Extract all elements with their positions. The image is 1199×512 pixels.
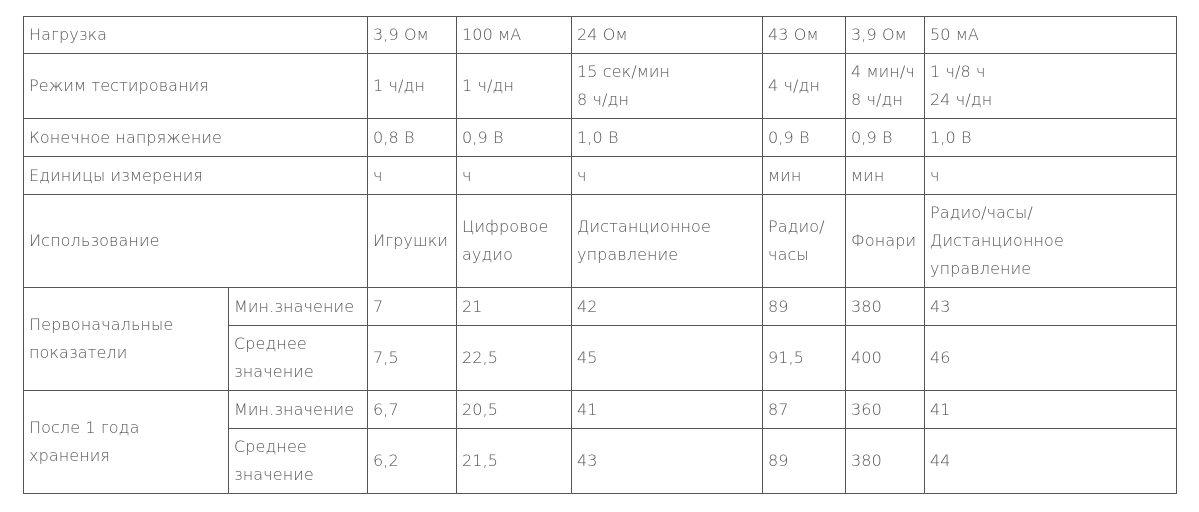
table-cell: 42 (572, 288, 763, 326)
battery-spec-table (23, 16, 1177, 494)
table-cell: 50 мА (925, 17, 1177, 54)
row-label-end-voltage: Конечное напряжение (24, 119, 368, 157)
group-label-initial: Первоначальные показатели (24, 288, 229, 391)
sub-label-min: Мин.значение (229, 391, 368, 429)
table-cell: 41 (925, 391, 1177, 429)
table-cell: Радио/ часы (763, 195, 846, 288)
table-row-load (24, 17, 1177, 54)
row-label-load: Нагрузка (24, 17, 368, 54)
table-cell: 44 (925, 429, 1177, 494)
table-cell: Цифровое аудио (457, 195, 572, 288)
row-label-units: Единицы измерения (24, 157, 368, 195)
table-cell: 3,9 Ом (846, 17, 925, 54)
table-cell: 0,9 В (846, 119, 925, 157)
table-cell: 89 (763, 429, 846, 494)
table-cell: 22,5 (457, 326, 572, 391)
row-label-test-mode: Режим тестирования (24, 54, 368, 119)
table-row-test-mode (24, 54, 1177, 119)
table-cell: 6,2 (368, 429, 457, 494)
table-cell: 6,7 (368, 391, 457, 429)
table-cell: 24 Ом (572, 17, 763, 54)
table-cell: 43 (572, 429, 763, 494)
sub-label-avg: Среднее значение (229, 429, 368, 494)
table-cell: 89 (763, 288, 846, 326)
table-cell: 4 ч/дн (763, 54, 846, 119)
table-cell: 1 ч/дн (457, 54, 572, 119)
table-row-initial-min (24, 288, 1177, 326)
table-cell: 1 ч/дн (368, 54, 457, 119)
table-row-usage (24, 195, 1177, 288)
table-cell: 100 мА (457, 17, 572, 54)
table-row-after-storage-min (24, 391, 1177, 429)
table-cell: ч (368, 157, 457, 195)
table-cell: 400 (846, 326, 925, 391)
table-cell: Радио/часы/ Дистанционное управление (925, 195, 1177, 288)
table-cell: 91,5 (763, 326, 846, 391)
table-cell: 45 (572, 326, 763, 391)
table-cell: 87 (763, 391, 846, 429)
table-cell: 1,0 В (572, 119, 763, 157)
table-cell: 43 (925, 288, 1177, 326)
sub-label-min: Мин.значение (229, 288, 368, 326)
table-cell: мин (763, 157, 846, 195)
row-label-usage: Использование (24, 195, 368, 288)
table-cell: 1,0 В (925, 119, 1177, 157)
table-cell: ч (572, 157, 763, 195)
table-cell: 15 сек/мин 8 ч/дн (572, 54, 763, 119)
table-cell: 43 Ом (763, 17, 846, 54)
table-cell: 41 (572, 391, 763, 429)
table-cell: Фонари (846, 195, 925, 288)
table-cell: 21,5 (457, 429, 572, 494)
group-label-after-storage: После 1 года хранения (24, 391, 229, 494)
table-cell: 46 (925, 326, 1177, 391)
table-cell: 1 ч/8 ч 24 ч/дн (925, 54, 1177, 119)
table-cell: 21 (457, 288, 572, 326)
table-cell: 4 мин/ч 8 ч/дн (846, 54, 925, 119)
table-cell: 20,5 (457, 391, 572, 429)
table-cell: 0,8 В (368, 119, 457, 157)
table-cell: 7,5 (368, 326, 457, 391)
table-cell: 3,9 Ом (368, 17, 457, 54)
table-cell: 380 (846, 288, 925, 326)
table-row-units (24, 157, 1177, 195)
sub-label-avg: Среднее значение (229, 326, 368, 391)
table-row-end-voltage (24, 119, 1177, 157)
table-cell: ч (457, 157, 572, 195)
table-cell: Дистанционное управление (572, 195, 763, 288)
table-cell: 0,9 В (763, 119, 846, 157)
table-cell: мин (846, 157, 925, 195)
table-cell: 7 (368, 288, 457, 326)
table-cell: Игрушки (368, 195, 457, 288)
table-cell: 380 (846, 429, 925, 494)
table-cell: 0,9 В (457, 119, 572, 157)
table-cell: 360 (846, 391, 925, 429)
table-cell: ч (925, 157, 1177, 195)
